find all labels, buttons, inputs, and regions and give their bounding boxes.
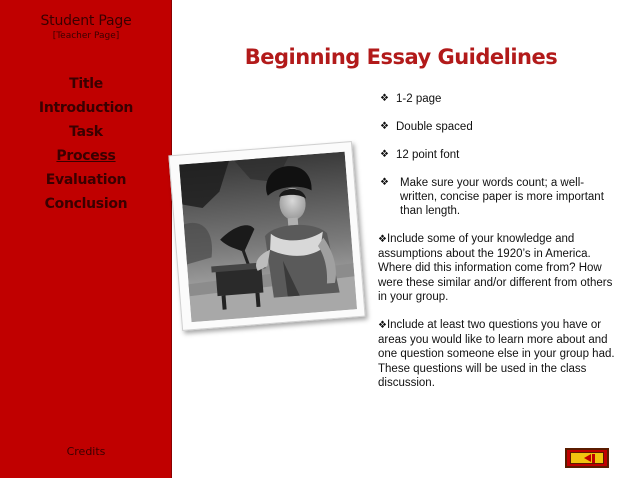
list-item [378, 120, 616, 134]
teacher-page-link[interactable]: [Teacher Page] [52, 31, 120, 41]
diamond-bullet-icon: ❖ [380, 177, 389, 188]
diamond-bullet-icon: ❖ [380, 121, 389, 132]
woman-with-gramophone-photo [179, 152, 357, 323]
guidelines-list [378, 92, 616, 404]
arrow-left-icon [584, 454, 591, 462]
nav-item-task[interactable]: Task [69, 124, 103, 140]
diamond-bullet-icon: ❖ [380, 149, 389, 160]
knowledge-paragraph [378, 232, 616, 304]
list-item [378, 176, 616, 218]
paragraph-text: Include some of your knowledge and assumptions about the 1920’s in America. Where did this information come from? How were these similar and/or different from others in your group. [378, 233, 613, 303]
list-item [378, 92, 616, 106]
arrow-bar [592, 454, 595, 463]
back-button[interactable] [565, 448, 609, 468]
photo-frame [168, 141, 365, 331]
list-item [378, 148, 616, 162]
list-item-text: 1-2 page [396, 93, 442, 105]
list-item-text: Double spaced [396, 121, 473, 133]
questions-paragraph [378, 318, 616, 390]
diamond-bullet-icon: ❖ [378, 234, 387, 245]
paragraph-text: Include at least two questions you have or areas you would like to learn more about and one question someone else in your group had. These questions will be used in the class discussion. [378, 319, 615, 389]
nav-item-evaluation[interactable]: Evaluation [45, 172, 127, 188]
nav-item-introduction[interactable]: Introduction [38, 100, 134, 116]
student-page-link[interactable]: Student Page [40, 13, 132, 29]
nav-item-process[interactable]: Process [56, 148, 116, 164]
sidebar-nav [0, 72, 172, 216]
nav-item-title[interactable]: Title [69, 76, 103, 92]
page-title: Beginning Essay Guidelines [244, 45, 558, 69]
sidebar [0, 0, 172, 478]
diamond-bullet-icon: ❖ [378, 320, 387, 332]
credits-link[interactable]: Credits [66, 445, 106, 458]
back-arrow-icon [570, 452, 604, 464]
list-item-text: 12 point font [396, 149, 460, 161]
nav-item-conclusion[interactable]: Conclusion [44, 196, 128, 212]
list-item-text: Make sure your words count; a well-written, concise paper is more important than length. [400, 177, 604, 217]
diamond-bullet-icon: ❖ [380, 93, 389, 104]
